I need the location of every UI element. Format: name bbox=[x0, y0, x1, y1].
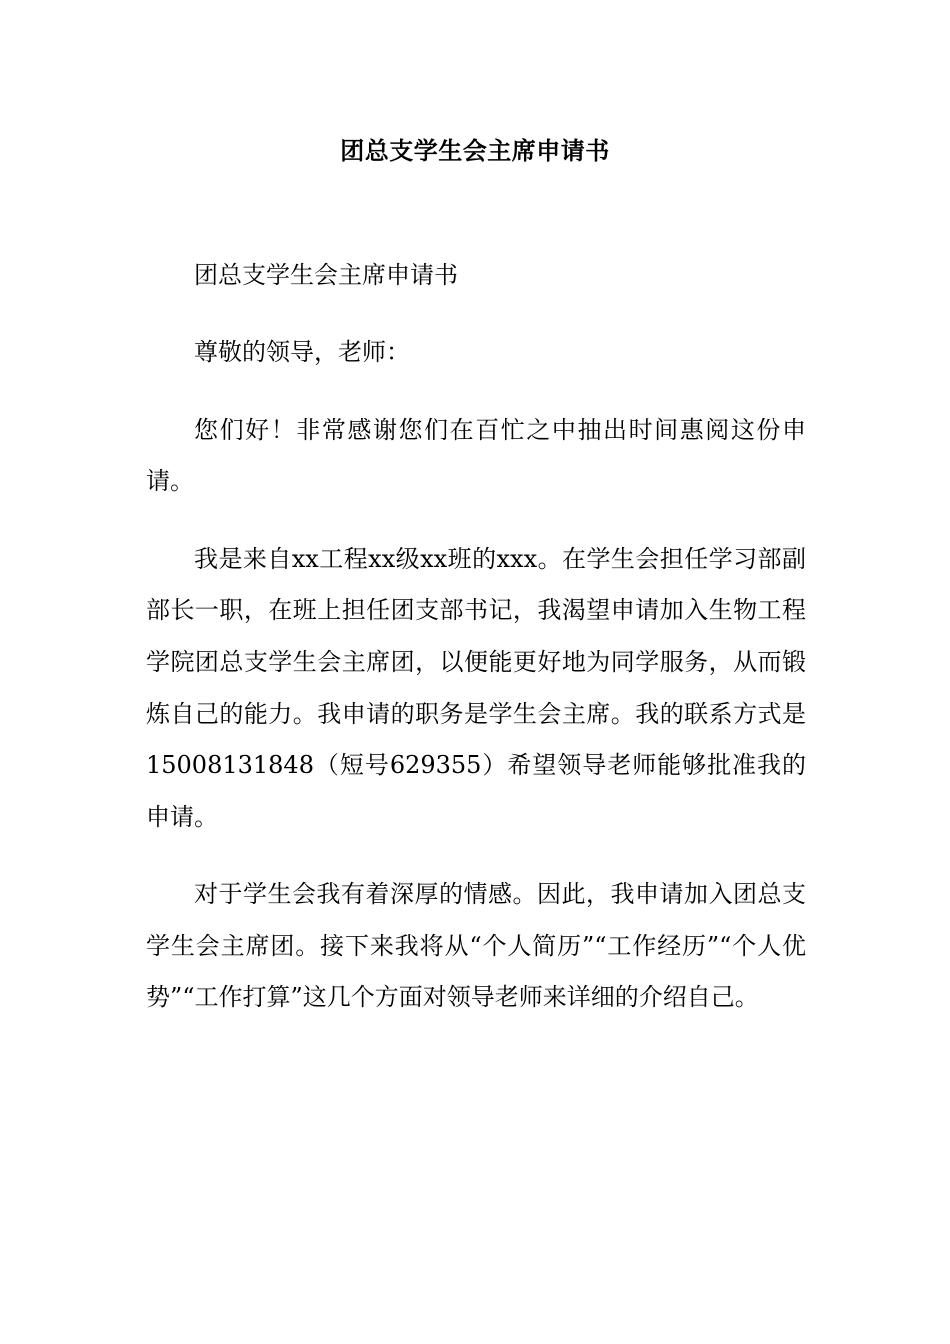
paragraph-introduction: 我是来自xx工程xx级xx班的xxx。在学生会担任学习部副部长一职，在班上担任团支部书记，我渴望申请加入生物工程学院团总支学生会主席团，以便能更好地为同学服务，从而锻炼自己的能力。我申请的职务是学生会主席。我的联系方式是15008131848（短号629355）希望领导老师能够批准我的申请。 bbox=[146, 544, 806, 831]
paragraph-salutation: 尊敬的领导，老师： bbox=[194, 338, 410, 367]
paragraph-heading: 团总支学生会主席申请书 bbox=[194, 261, 458, 289]
document-body bbox=[146, 250, 806, 1050]
document-title: 团总支学生会主席申请书 bbox=[340, 136, 610, 165]
paragraph-greeting: 您们好！非常感谢您们在百忙之中抽出时间惠阅这份申请。 bbox=[146, 415, 806, 496]
paragraph-motivation: 对于学生会我有着深厚的情感。因此，我申请加入团总支学生会主席团。接下来我将从“个人简历”“工作经历”“个人优势”“工作打算”这几个方面对领导老师来详细的介绍自己。 bbox=[146, 880, 806, 1012]
